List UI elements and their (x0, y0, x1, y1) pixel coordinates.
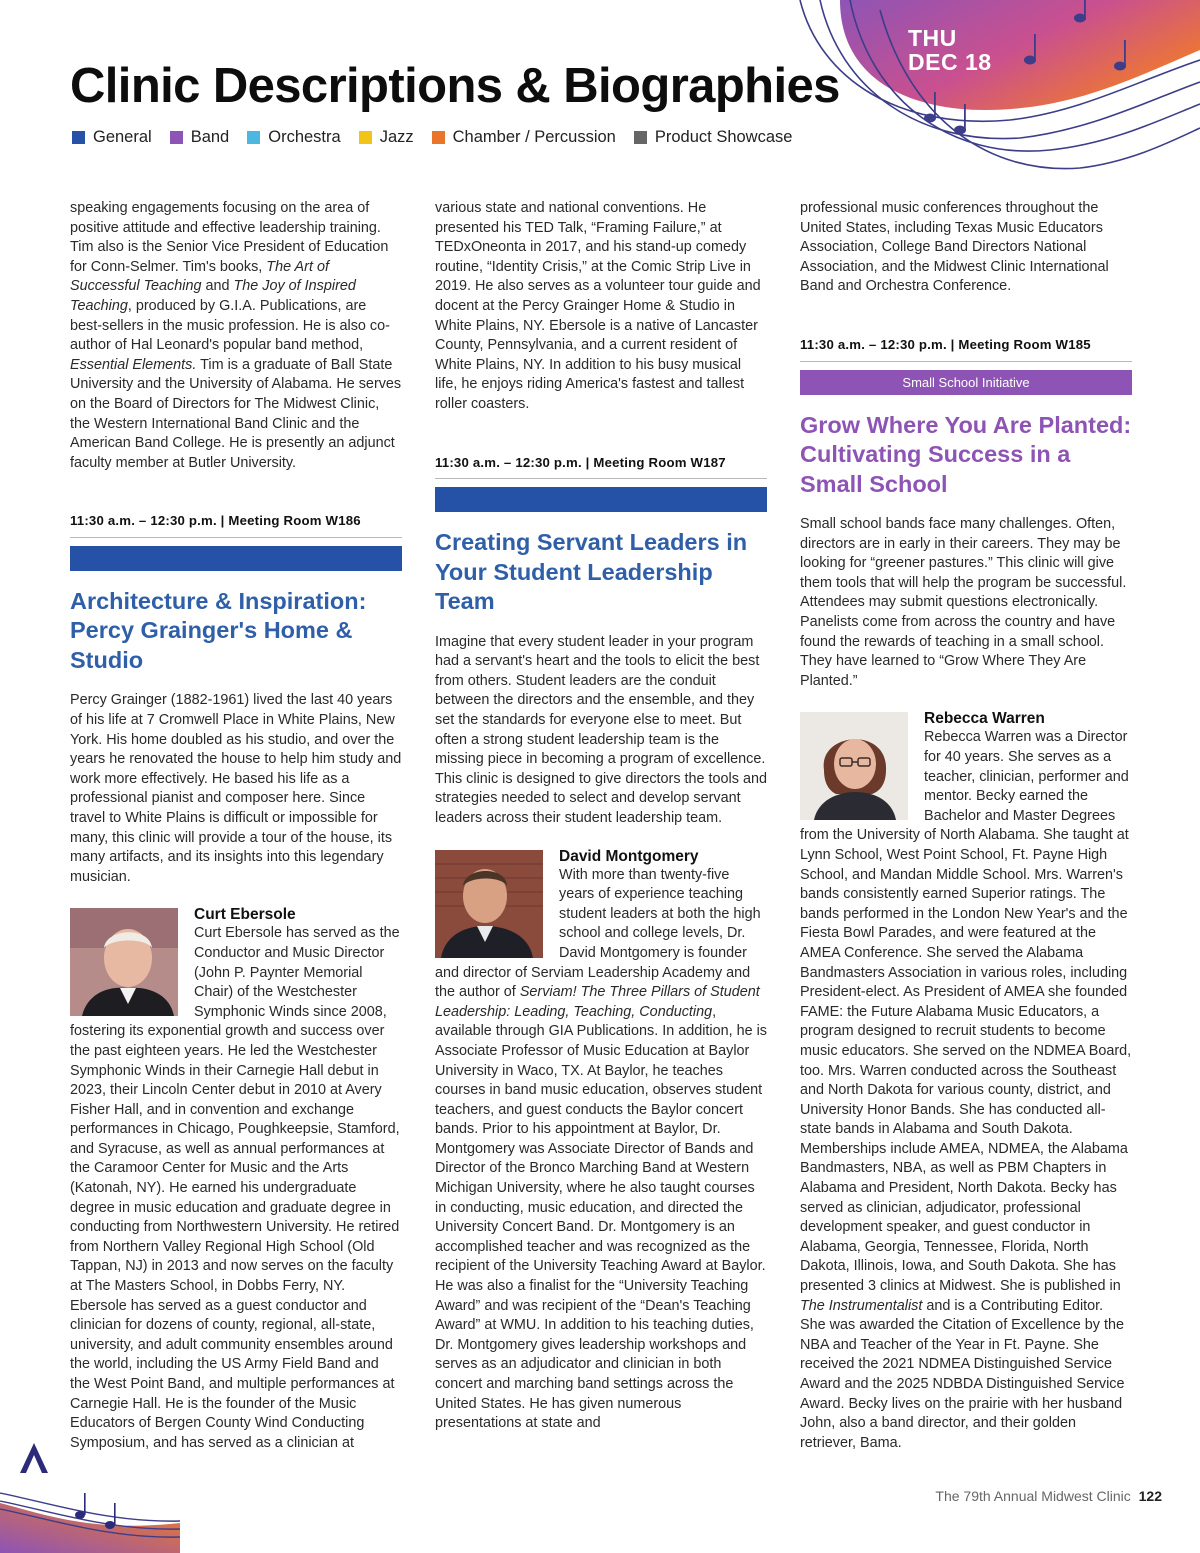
legend-item-band (170, 128, 230, 147)
book-title: The Joy of Inspired Teaching (70, 278, 356, 314)
session-block (800, 335, 1132, 1453)
clinic-description: Percy Grainger (1882-1961) lived the last 40 years of his life at 7 Cromwell Place in White Plains, New York. His home doubled as his studio, and over the years he renovated the house to help him study and work more effectively. He based his life as a professional pianist and composer here. Since travel to White Plains is difficult or impossible for many, this clinic will provide a tour of the house, its many artifacts, and its insights into this legendary musician. (70, 692, 402, 885)
presenter-bio (435, 847, 767, 1434)
continued-bio-text: speaking engagements focusing on the area of positive attitude and effective leadership training. Tim also is the Senior Vice President of Education for Conn-Selmer. Tim's books, The Art of Successful Teaching and The Joy of Inspired Teaching, produced by G.I.A. Publications, are best-sellers in the music profession. He is also co-author of Hal Leonard's popular band method, Essential Elements. Tim is a graduate of Ball State University and the University of Alabama. He serves on the Board of Directors for The Midwest Clinic, the Western International Band Clinic and the American Band College. He is presently an adjunct faculty member at Butler University. (70, 200, 402, 471)
presenter-bio (800, 709, 1132, 1453)
presenter-name: David Montgomery (559, 847, 699, 865)
category-bar-band: Small School Initiative (800, 370, 1132, 395)
legend-item-chamber-percussion (432, 128, 616, 147)
presenter-name: Curt Ebersole (194, 906, 296, 924)
presenter-bio-text: Curt Ebersole has served as the Conductor and Music Director (John P. Paynter Memorial Chair) of the Westchester Symphonic Winds since 2008, fostering its exponential growth and success over the past eighteen years. He led the Westchester Symphonic Winds in their Carnegie Hall debut in 2023, their Lincoln Center debut in 2010 at Avery Fisher Hall, and in convention and exchange performances in Chicago, Poughkeepsie, Stamford, and Syracuse, as well as annual performances at the Caramoor Center for Music and the Arts (Katonah, NY). He earned his undergraduate degree in music education and graduate degree in conducting from Northwestern University. He retired from Northern Valley Regional High School (Old Tappan, NJ) in 2013 and now serves on the faculty at The Masters School, in Dobbs Ferry, NY. Ebersole has served as a guest conductor and clinician for dozens of county, regional, all-state, university, and adult community ensembles around the world, including the US Army Field Band and the West Point Band, and multiple performances at Carnegie Hall. He is the founder of the Music Educators of Bergen County Wind Conducting Symposium, and has served as a clinician at (70, 925, 400, 1451)
legend-item-orchestra (247, 128, 340, 147)
clinic-title: Grow Where You Are Planted: Cultivating Success in a Small School (800, 411, 1132, 497)
legend-item-jazz (359, 128, 414, 147)
session-block (435, 453, 767, 1434)
publication-title: The Instrumentalist (800, 1297, 923, 1314)
page-title: Clinic Descriptions & Biographies (70, 59, 840, 113)
category-bar-general (435, 487, 767, 512)
clinic-description: Imagine that every student leader in your program had a servant's heart and the tools to elicit the best from others. Student leaders are the conduit between the directors and the ensemble, and they set the standards for everyone else to meet. But often a strong student leadership team is the missing piece in becoming a program of excellence. This clinic is designed to give directors the tools and strategies needed to select and develop servant leaders across their student leadership team. (435, 633, 767, 826)
legend-item-product-showcase (634, 128, 793, 147)
book-title: Essential Elements. (70, 356, 197, 373)
legend-swatch-general (72, 131, 85, 144)
legend-label-orchestra: Orchestra (268, 128, 341, 146)
presenter-photo (800, 712, 908, 820)
legend-swatch-band (170, 131, 183, 144)
session-time-room: 11:30 a.m. – 12:30 p.m. | Meeting Room W185 (800, 335, 1132, 362)
page-footer (935, 1488, 1162, 1504)
column-2 (435, 199, 767, 1434)
footer-music-art (0, 1443, 180, 1553)
legend-label-general: General (93, 128, 152, 146)
continued-bio-text: professional music conferences throughout the United States, including Texas Music Educators Association, College Band Directors National Association, and the Midwest Clinic International Band and Orchestra Conference. (800, 200, 1109, 295)
presenter-name: Rebecca Warren (924, 710, 1045, 728)
page-number: 122 (1138, 1488, 1162, 1504)
date-day: THU (908, 25, 957, 51)
presenter-bio-text: With more than twenty-five years of experience teaching student leaders at both the high school and college levels, Dr. David Montgomery is founder and director of Serviam Leadership Academy and the author of Serviam! The Three Pillars of Student Leadership: Leading, Teaching, Conducting, available through GIA Publications. In addition, he is Associate Professor of Music Education at Baylor University in Waco, TX. At Baylor, he teaches courses in band music education, observes student teachers, and guest conducts the Baylor concert bands. Prior to his appointment at Baylor, Dr. Montgomery was Associate Director of Bands and Director of the Bronco Marching Band at Western Michigan University, where he also taught courses in conducting, music education, and directed the University Concert Band. Dr. Montgomery is an accomplished teacher and was recognized as the recipient of the University Teaching Award at Baylor. He was also a finalist for the “University Teaching Award” and was recipient of the “Dean's Teaching Award” at WMU. In addition to his teaching duties, Dr. Montgomery gives leadership workshops and serves as an adjudicator and clinician in both concert and marching band settings across the United States. He has given numerous presentations at state and (435, 866, 767, 1432)
session-time-room: 11:30 a.m. – 12:30 p.m. | Meeting Room W187 (435, 453, 767, 480)
legend-swatch-product-showcase (634, 131, 647, 144)
category-legend (72, 128, 792, 147)
legend-label-chamber-percussion: Chamber / Percussion (452, 128, 616, 146)
session-block (70, 511, 402, 1453)
presenter-photo (435, 850, 543, 958)
clinic-title: Creating Servant Leaders in Your Student Leadership Team (435, 529, 748, 615)
legend-swatch-chamber-percussion (432, 131, 445, 144)
book-title: The Art of Successful Teaching (70, 258, 329, 295)
session-time-room: 11:30 a.m. – 12:30 p.m. | Meeting Room W186 (70, 511, 402, 538)
book-title: Serviam! The Three Pillars of Student Leadership: Leading, Teaching, Conducting (435, 984, 760, 1020)
legend-swatch-jazz (359, 131, 372, 144)
legend-swatch-orchestra (247, 131, 260, 144)
clinic-title: Architecture & Inspiration: Percy Grainger's Home & Studio (70, 587, 367, 673)
legend-label-jazz: Jazz (379, 128, 414, 146)
legend-label-band: Band (190, 128, 230, 146)
footer-publication: The 79th Annual Midwest Clinic (935, 1488, 1131, 1504)
presenter-bio (70, 905, 402, 1453)
date-badge (908, 26, 992, 74)
date-date: DEC 18 (908, 49, 992, 75)
presenter-bio-text: Rebecca Warren was a Director for 40 years. She serves as a teacher, clinician, performer and mentor. Becky earned the Bachelor and Master Degrees from the University of North Alabama. She taught at Lynn School, West Point School, Ft. Payne High School, and Mandan Middle School. Mrs. Warren's bands consistently earned Superior ratings. The bands performed in the London New Year's and the Fiesta Bowl Parades, and were featured at the AMEA Conference. She served the Alabama Bandmasters Association in various roles, including President-elect. As President of AMEA she founded FAME: the Future Alabama Music Educators, a program designed to recruit students to become music educators. She served on the NDMEA Board, too. Mrs. Warren conducted across the Southeast and North Dakota for various county, district, and University Honor Bands. She has conducted all-state bands in Alabama and South Dakota. Memberships include AMEA, NDMEA, the Alabama Bandmasters, NBA, as well as PBM Chapters in Alabama and President, North Dakota. Becky has served as clinician, adjudicator, professional development speaker, and guest conductor in Alabama, Georgia, Tennessee, Florida, North Dakota, Illinois, Iowa, and South Dakota. She has presented 3 clinics at Midwest. She is published in The Instrumentalist and is a Contributing Editor. She was awarded the Citation of Excellence by the NBA and Teacher of the Year in Ft. Payne. She received the 2021 NDMEA Distinguished Service Award and the 2025 NDBDA Distinguished Service Award. Becky lives on the prairie with her husband John, also a band director, and their golden retriever, Bama. (800, 729, 1132, 1451)
category-bar-general (70, 546, 402, 571)
continued-bio-text: various state and national conventions. He presented his TED Talk, “Framing Failure,” at TEDxOneonta in 2017, and his stand-up comedy routine, “Identity Crisis,” at the Comic Strip Live in 2019. He also serves as a volunteer tour guide and docent at the Percy Grainger Home & Studio in White Plains, NY. Ebersole is a native of Lancaster County, Pennsylvania, and a current resident of White Plains, NY. In addition to his busy musical life, he enjoys riding America's fastest and tallest roller coasters. (435, 200, 761, 412)
clinic-description: Small school bands face many challenges. Often, directors are in early in their careers. They may be looking for “greener pastures.” This clinic will give them tools that will help the program be successful. Attendees may submit questions electronically. Panelists come from across the country and have found the rewards of teaching in a small school. They have learned to “Grow Where They Are Planted.” (800, 516, 1127, 689)
legend-label-product-showcase: Product Showcase (654, 128, 793, 146)
legend-item-general (72, 128, 152, 147)
column-3 (800, 199, 1132, 1453)
presenter-photo (70, 908, 178, 1016)
column-1 (70, 199, 402, 1453)
